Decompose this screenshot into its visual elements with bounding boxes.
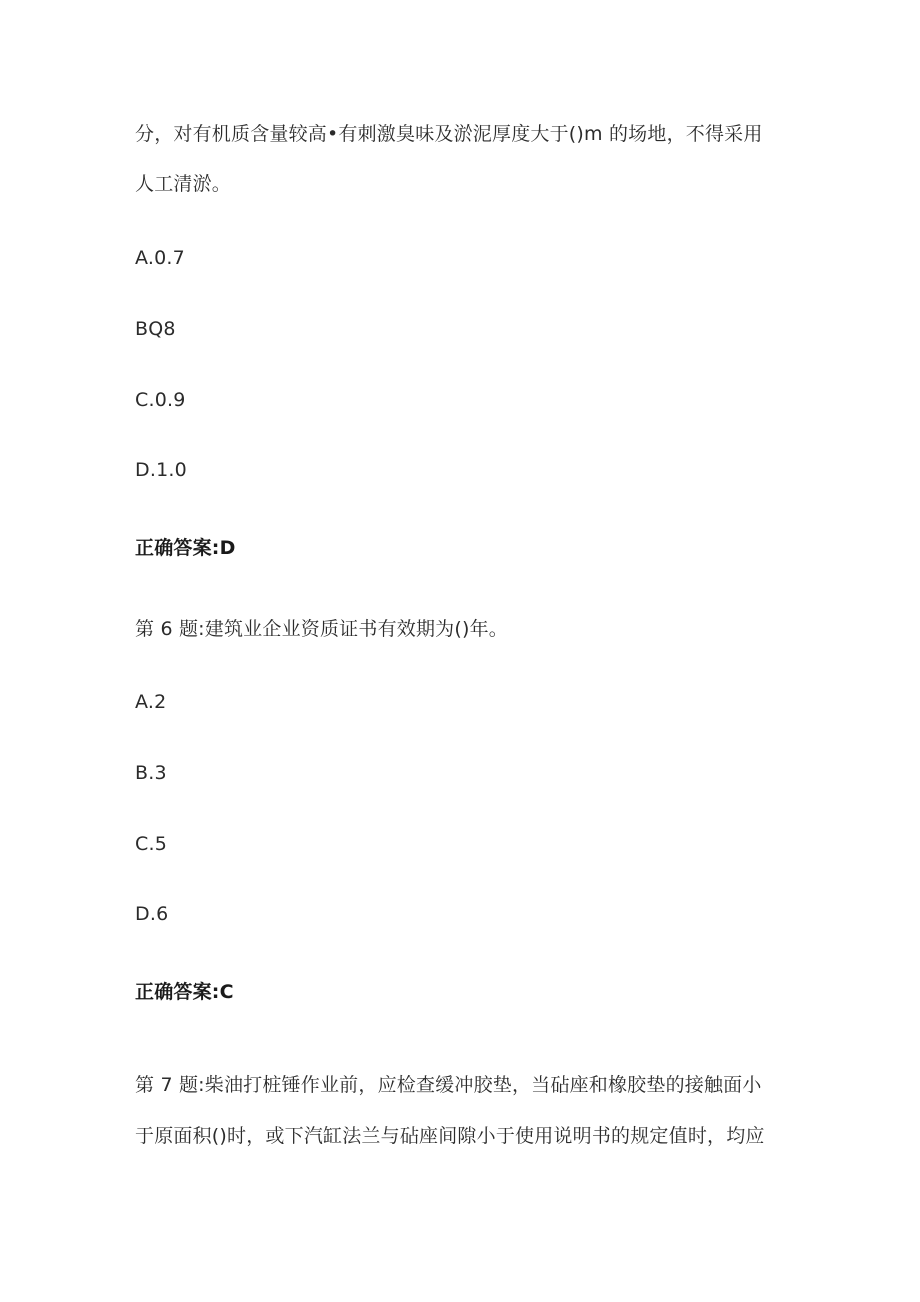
- question-5-option-a: A.0.7: [135, 247, 185, 269]
- question-5-text-line-1: 分，对有机质含量较高•有刺激臭味及淤泥厚度大于()m 的场地，不得采用: [135, 123, 763, 145]
- question-6-text: 第 6 题:建筑业企业资质证书有效期为()年。: [135, 618, 508, 640]
- question-6-option-b: B.3: [135, 762, 167, 784]
- question-5-answer: 正确答案:D: [135, 537, 236, 559]
- question-6-option-d: D.6: [135, 903, 169, 925]
- question-5-text-line-2: 人工清淤。: [135, 173, 232, 195]
- question-6-answer: 正确答案:C: [135, 981, 234, 1003]
- question-5-option-c: C.0.9: [135, 389, 186, 411]
- question-6-option-c: C.5: [135, 833, 167, 855]
- question-7-text-line-1: 第 7 题:柴油打桩锤作业前，应检查缓冲胶垫，当砧座和橡胶垫的接触面小: [135, 1074, 762, 1096]
- question-6-option-a: A.2: [135, 691, 167, 713]
- question-7-text-line-2: 于原面积()时，或下汽缸法兰与砧座间隙小于使用说明书的规定值时，均应: [135, 1125, 765, 1147]
- question-5-option-b: BQ8: [135, 318, 176, 340]
- question-5-option-d: D.1.0: [135, 459, 187, 481]
